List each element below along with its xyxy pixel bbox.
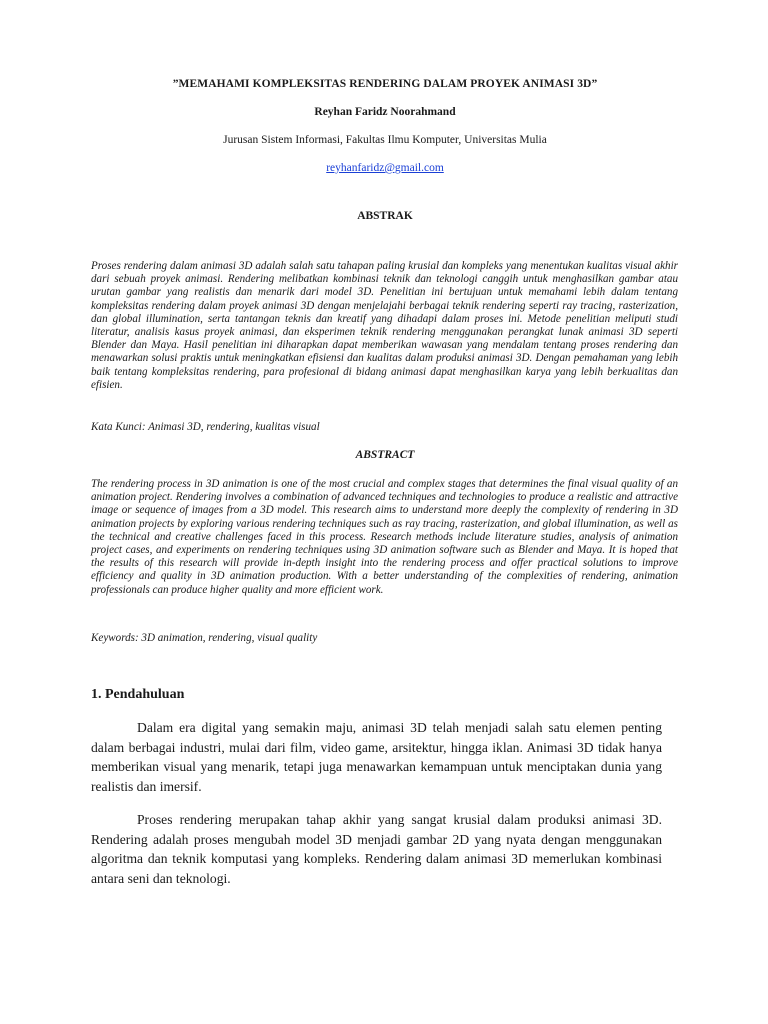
author-email bbox=[90, 162, 680, 174]
body-paragraph-1: Dalam era digital yang semakin maju, animasi 3D telah menjadi salah satu elemen penting dalam berbagai industri, mulai dari film, video game, arsitektur, hingga iklan. Animasi 3D tidak hanya memberikan visual yang menarik, tetapi juga menawarkan kemampuan untuk menciptakan dunia yang realistis dan imersif. bbox=[91, 720, 662, 794]
section-heading-pendahuluan: 1. Pendahuluan bbox=[91, 687, 185, 702]
email-link[interactable]: reyhanfaridz@gmail.com bbox=[326, 162, 444, 174]
abstrak-heading: ABSTRAK bbox=[357, 210, 413, 222]
kata-kunci: Kata Kunci: Animasi 3D, rendering, kualitas visual bbox=[91, 421, 320, 433]
body-paragraph-2: Proses rendering merupakan tahap akhir yang sangat krusial dalam produksi animasi 3D. Rendering adalah proses mengubah model 3D menjadi gambar 2D yang nyata dengan menggunakan algoritma dan teknik komputasi yang kompleks. Rendering dalam animasi 3D memerlukan kombinasi antara seni dan teknologi. bbox=[91, 812, 662, 886]
abstrak-text: Proses rendering dalam animasi 3D adalah salah satu tahapan paling krusial dan kompleks yang menentukan kualitas visual akhir dari sebuah proyek animasi. Rendering melibatkan kombinasi teknik dan teknologi canggih untuk menghasilkan gambar atau urutan gambar yang realistis dan menarik dari model 3D. Penelitian ini bertujuan untuk memahami lebih dalam tentang kompleksitas rendering dalam proyek animasi 3D dengan menjelajahi berbagai teknik rendering seperti ray tracing, rasterization, dan global illumination, serta tantangan teknis dan kreatif yang dihadapi dalam proses ini. Metode penelitian meliputi studi literatur, analisis kasus proyek animasi, dan eksperimen teknik rendering menggunakan perangkat lunak animasi 3D seperti Blender dan Maya. Hasil penelitian ini diharapkan dapat memberikan wawasan yang mendalam tentang proses rendering dan menawarkan solusi praktis untuk meningkatkan efisiensi dan kualitas dalam produksi animasi 3D. Dengan pemahaman yang lebih baik tentang kompleksitas rendering, para profesional di bidang animasi dapat menghasilkan karya yang lebih berkualitas dan efisien. bbox=[91, 260, 678, 391]
keywords: Keywords: 3D animation, rendering, visual quality bbox=[91, 632, 318, 644]
author-name: Reyhan Faridz Noorahmand bbox=[314, 106, 456, 118]
paper-title: ”MEMAHAMI KOMPLEKSITAS RENDERING DALAM PROYEK ANIMASI 3D” bbox=[172, 78, 598, 90]
abstract-text: The rendering process in 3D animation is one of the most crucial and complex stages that determines the final visual quality of an animation project. Rendering involves a combination of advanced techniques and technologies to produce a realistic and attractive image or sequence of images from a 3D model. This research aims to understand more deeply the complexity of rendering in 3D animation projects by exploring various rendering techniques such as ray tracing, rasterization, and global illumination, as well as the technical and creative challenges faced in this process. Research methods include literature studies, analysis of animation project cases, and experiments on rendering techniques using 3D animation software such as Blender and Maya. It is hoped that the results of this research will provide in-depth insight into the rendering process and offer practical solutions to improve efficiency and quality in 3D animation production. With a better understanding of the complexities of rendering, animation professionals can produce higher quality and more efficient work. bbox=[91, 478, 678, 596]
abstract-heading: ABSTRACT bbox=[355, 449, 415, 461]
author-affiliation: Jurusan Sistem Informasi, Fakultas Ilmu Komputer, Universitas Mulia bbox=[223, 134, 547, 146]
